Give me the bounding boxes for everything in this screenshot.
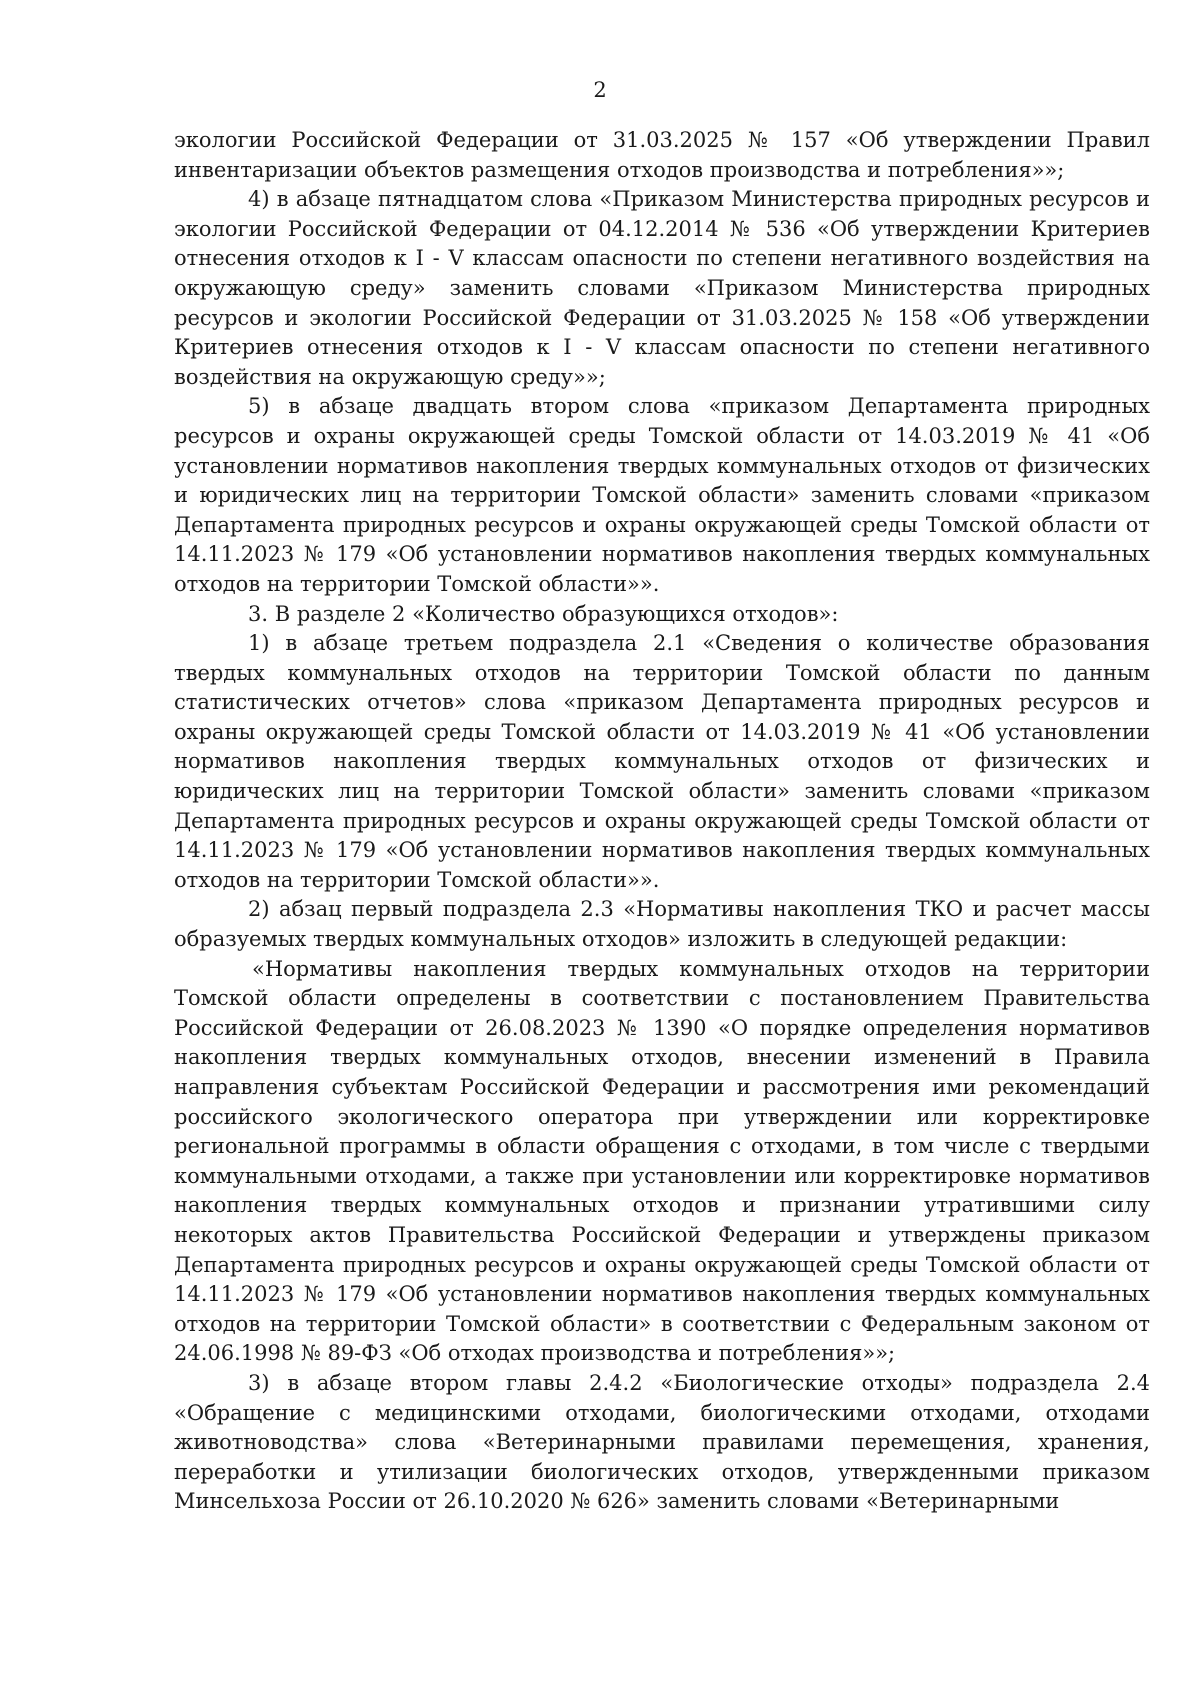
page-number: 2 bbox=[593, 78, 607, 102]
paragraph-item-5: 5) в абзаце двадцать втором слова «приказом Департамента природных ресурсов и охраны окружающей среды Томской области от 14.03.2019 № 41 «Об установлении нормативов накопления твердых коммунальных отходов от физических и юридических лиц на территории Томской области» заменить словами «приказом Департамента природных ресурсов и охраны окружающей среды Томской области от 14.11.2023 № 179 «Об установлении нормативов накопления твердых коммунальных отходов на территории Томской области»». bbox=[174, 394, 1150, 596]
paragraph-quoted-text: «Нормативы накопления твердых коммунальных отходов на территории Томской области определены в соответствии с постановлением Правительства Российской Федерации от 26.08.2023 № 1390 «О порядке определения нормативов накопления твердых коммунальных отходов, внесении изменений в Правила направления субъектам Российской Федерации и рассмотрения ими рекомендаций российского экологического оператора при утверждении или корректировке региональной программы в области обращения с отходами, в том числе с твердыми коммунальными отходами, а также при установлении или корректировке нормативов накопления твердых коммунальных отходов и признании утратившими силу некоторых актов Правительства Российской Федерации и утверждены приказом Департамента природных ресурсов и охраны окружающей среды Томской области от 14.11.2023 № 179 «Об установлении нормативов накопления твердых коммунальных отходов на территории Томской области» в соответствии с Федеральным законом от 24.06.1998 № 89-ФЗ «Об отходах производства и потребления»»; bbox=[174, 956, 1150, 1366]
paragraph-item-3: 3) в абзаце втором главы 2.4.2 «Биологические отходы» подраздела 2.4 «Обращение с медицинскими отходами, биологическими отходами, отходами животноводства» слова «Ветеринарными правилами перемещения, хранения, переработки и утилизации биологических отходов, утвержденными приказом Минсельхоза России от 26.10.2020 № 626» заменить словами «Ветеринарными bbox=[174, 1370, 1150, 1514]
paragraph-continuation: экологии Российской Федерации от 31.03.2025 № 157 «Об утверждении Правил инвентаризации объектов размещения отходов производства и потребления»»; bbox=[174, 128, 1150, 182]
paragraph-item-1: 1) в абзаце третьем подраздела 2.1 «Сведения о количестве образования твердых коммунальных отходов на территории Томской области по данным статистических отчетов» слова «приказом Департамента природных ресурсов и охраны окружающей среды Томской области от 14.03.2019 № 41 «Об установлении нормативов накопления твердых коммунальных отходов от физических и юридических лиц на территории Томской области» заменить словами «приказом Департамента природных ресурсов и охраны окружающей среды Томской области от 14.11.2023 № 179 «Об установлении нормативов накопления твердых коммунальных отходов на территории Томской области»». bbox=[174, 631, 1150, 892]
document-body bbox=[174, 126, 1150, 1517]
paragraph-item-4: 4) в абзаце пятнадцатом слова «Приказом Министерства природных ресурсов и экологии Российской Федерации от 04.12.2014 № 536 «Об утверждении Критериев отнесения отходов к I - V классам опасности по степени негативного воздействия на окружающую среду» заменить словами «Приказом Министерства природных ресурсов и экологии Российской Федерации от 31.03.2025 № 158 «Об утверждении Критериев отнесения отходов к I - V классам опасности по степени негативного воздействия на окружающую среду»»; bbox=[174, 187, 1150, 389]
paragraph-item-2: 2) абзац первый подраздела 2.3 «Нормативы накопления ТКО и расчет массы образуемых твердых коммунальных отходов» изложить в следующей редакции: bbox=[174, 897, 1150, 952]
paragraph-section-3: 3. В разделе 2 «Количество образующихся отходов»: bbox=[248, 601, 839, 626]
